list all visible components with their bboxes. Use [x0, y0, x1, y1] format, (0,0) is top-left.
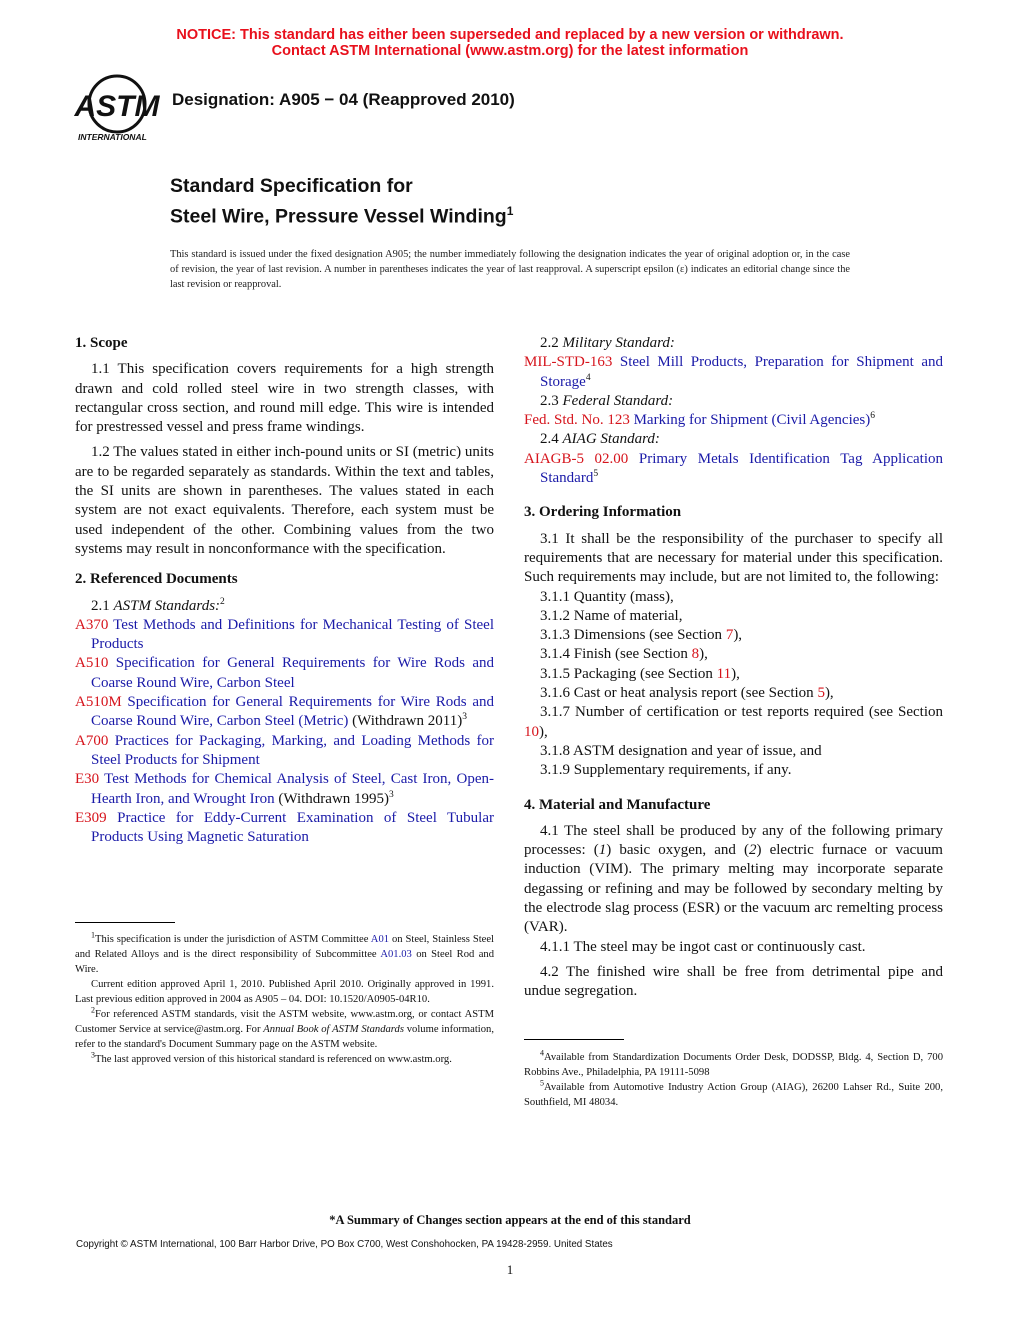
footnote-4-mark: 4 — [540, 1048, 544, 1058]
footnote-4-text: Available from Standardization Documents Order Desk, DODSSP, Bldg. 4, Section D, 700 Robbins Ave., Philadelphia, PA 19111-5098 — [524, 1052, 943, 1078]
reference-title-link[interactable]: Specification for General Requirements for Wire Rods and Coarse Round Wire, Carbon Steel — [91, 655, 495, 691]
ordering-item-text: Cast or heat analysis report (see Section — [573, 685, 818, 702]
reference-code-link[interactable]: A510 — [75, 655, 109, 672]
footnote-rule-right — [524, 1039, 624, 1040]
footnote-3-text: The last approved version of this historical standard is referenced on www.astm.org. — [95, 1054, 452, 1065]
material-heading: 4. Material and Manufacture — [524, 796, 711, 813]
ordering-item — [524, 626, 943, 645]
ordering-item — [524, 607, 943, 626]
reference-item — [75, 809, 494, 848]
reference-note: (Withdrawn 2011) — [352, 713, 463, 730]
logo-letters: ASTM — [74, 90, 160, 123]
section-link[interactable]: 8 — [691, 646, 700, 663]
material-para-3: 4.2 The finished wire shall be free from detrimental pipe and undue segregation. — [524, 963, 943, 1000]
title-text: Steel Wire, Pressure Vessel Winding — [170, 205, 507, 228]
committee-a01-link[interactable]: A01 — [370, 934, 390, 945]
ordering-item-after: ), — [733, 627, 743, 644]
ordering-item — [524, 665, 943, 684]
ordering-item-num: 3.1.3 — [540, 627, 570, 644]
section-link[interactable]: 10 — [524, 723, 539, 740]
ordering-item-text: Number of certification or test reports required (see Section — [574, 704, 944, 721]
standard-code-link[interactable]: Fed. Std. No. 123 — [524, 412, 630, 429]
astm-standards-num: 2.1 — [91, 597, 110, 614]
footnote-5-text: Available from Automotive Industry Action Group (AIAG), 26200 Lahser Rd., Suite 200, Southfield, MI 48034. — [524, 1082, 943, 1108]
notice-line-2: Contact ASTM International (www.astm.org) for the latest information — [271, 43, 749, 59]
other-standards — [524, 334, 943, 488]
standard-title-link[interactable]: Steel Mill Products, Preparation for Shipment and Storage — [540, 354, 944, 390]
left-column — [75, 334, 494, 847]
notice-line-1: NOTICE: This standard has either been superseded and replaced by a new version or withdrawn. — [176, 27, 844, 43]
ordering-item-text: Supplementary requirements, if any. — [573, 762, 792, 779]
reference-code-link[interactable]: A700 — [75, 732, 109, 749]
ordering-item-num: 3.1.1 — [540, 588, 570, 605]
page-number: 1 — [506, 1262, 514, 1277]
reference-code-link[interactable]: E309 — [75, 809, 107, 826]
ordering-item-after: ), — [539, 723, 548, 740]
standard-label-text: AIAG Standard: — [562, 431, 660, 448]
ordering-item-text: Quantity (mass), — [573, 588, 674, 605]
material-para-2: 4.1.1 The steel may be ingot cast or continuously cast. — [540, 938, 866, 955]
title-line-1: Standard Specification for — [170, 175, 413, 197]
scope-para-2: 1.2 The values stated in either inch-pound units or SI (metric) units are to be regarded separately as standards. Within the text and tables, the SI units are shown in parentheses. The values stated in each system are not exact equivalents. Therefore, each system must be used independent of the other. Combining values from the two systems may result in nonconformance with the specification. — [75, 444, 494, 557]
ordering-item-num: 3.1.4 — [540, 646, 570, 663]
footnote-2-mark: 2 — [91, 1005, 95, 1015]
standard-code-link[interactable]: AIAGB-5 02.00 — [524, 450, 629, 467]
standard-footnote-mark: 6 — [870, 411, 875, 422]
logo-subtitle: INTERNATIONAL — [78, 132, 147, 142]
right-column — [524, 334, 943, 1002]
astm-standards-text: ASTM Standards: — [113, 597, 221, 614]
ordering-item — [524, 684, 943, 703]
reference-code-link[interactable]: A510M — [75, 694, 122, 711]
reference-title-link[interactable]: Practice for Eddy-Current Examination of Steel Tubular Products Using Magnetic Saturation — [91, 809, 495, 846]
designation: Designation: A905 − 04 (Reapproved 2010) — [172, 90, 515, 109]
standard-item — [524, 353, 943, 392]
reference-footnote-mark: 3 — [462, 712, 467, 723]
standard-num: 2.3 — [540, 392, 559, 409]
ordering-item — [524, 761, 943, 780]
title-line-2 — [170, 199, 513, 229]
ordering-heading: 3. Ordering Information — [524, 504, 682, 521]
reference-footnote-mark: 3 — [389, 789, 394, 800]
referenced-heading: 2. Referenced Documents — [75, 571, 238, 588]
scope-para-1: 1.1 This specification covers requirements for a high strength drawn and cold rolled steel wire in two strength classes, with rectangular cross section, and round mill edge. This wire is intended for prestressed vessel and press frame windings. — [75, 361, 494, 436]
ordering-item-num: 3.1.5 — [540, 665, 570, 682]
reference-note: (Withdrawn 1995) — [278, 790, 390, 807]
material-p1-a: 4.1 The steel shall be produced by any of the following primary processes: ( — [524, 822, 943, 859]
reference-title-link[interactable]: Practices for Packaging, Marking, and Loading Methods for Steel Products for Shipment — [91, 732, 494, 768]
standard-code-link[interactable]: MIL-STD-163 — [524, 354, 613, 371]
footnote-5 — [524, 1080, 943, 1110]
footnote-1 — [75, 932, 494, 977]
footnote-1-edition: Current edition approved April 1, 2010. Published April 2010. Originally approved in 1991. Last previous edition approved in 2004 as A905 – 04. DOI: 10.1520/A0905-04R10. — [75, 979, 494, 1005]
standard-item — [524, 411, 943, 430]
standard-label — [524, 392, 943, 411]
subcommittee-a0103-link[interactable]: A01.03 — [380, 949, 412, 960]
reference-title-link[interactable]: Test Methods for Chemical Analysis of Steel, Cast Iron, Open-Hearth Iron, and Wrought Iron — [91, 771, 494, 807]
ordering-item-text: ASTM designation and year of issue, and — [572, 742, 822, 759]
reference-code-link[interactable]: A370 — [75, 616, 109, 633]
ordering-item-after: ), — [824, 685, 834, 702]
footnote-2 — [75, 1007, 494, 1052]
standard-item — [524, 450, 943, 489]
material-p1-n2: 2 — [749, 842, 757, 859]
material-p1-c: ) electric furnace or vacuum induction (VIM). The primary melting may incorporate separate degassing or refining and may be followed by secondary melting by the electrode slag process (ESR) or the vacuum arc remelting process (VAR). — [524, 842, 943, 936]
section-link[interactable]: 7 — [725, 627, 734, 644]
standard-num: 2.2 — [540, 335, 559, 351]
standard-title-link[interactable]: Marking for Shipment (Civil Agencies) — [633, 412, 871, 429]
standard-title-link[interactable]: Primary Metals Identification Tag Application Standard — [540, 450, 944, 487]
reference-item — [75, 654, 494, 693]
ordering-item-num: 3.1.9 — [540, 762, 570, 779]
reference-title-link[interactable]: Specification for General Requirements for Wire Rods and Coarse Round Wire, Carbon Steel (Metric) — [91, 694, 494, 730]
ordering-item — [524, 588, 943, 607]
astm-standards-label — [75, 597, 494, 616]
reference-item — [75, 616, 494, 655]
standard-num: 2.4 — [540, 431, 559, 448]
footnote-1-text-c: on Steel Rod and Wire. — [75, 949, 494, 975]
ordering-item-num: 3.1.7 — [540, 704, 570, 721]
ordering-item-num: 3.1.2 — [540, 607, 570, 624]
material-p1-n1: 1 — [598, 842, 607, 859]
reference-list — [75, 616, 494, 848]
scope-heading: 1. Scope — [75, 335, 128, 351]
footnote-4 — [524, 1050, 943, 1080]
summary-note: *A Summary of Changes section appears at the end of this standard — [329, 1213, 691, 1227]
ordering-item — [524, 645, 943, 664]
material-p1-b: ) basic oxygen, and ( — [606, 842, 750, 859]
ordering-item-text: Finish (see Section — [573, 646, 692, 663]
copyright: Copyright © ASTM International, 100 Barr Harbor Drive, PO Box C700, West Conshohocken, PA 19428-2959. United States — [76, 1239, 613, 1250]
footnote-1-text-b: on Steel, Stainless Steel and Related Alloys and is the direct responsibility of Subcommittee — [75, 934, 495, 960]
ordering-item-text: Name of material, — [573, 607, 683, 624]
footnote-2-text-a: For referenced ASTM standards, visit the ASTM website, www.astm.org, or contact ASTM Customer Service at service@astm.org. For — [75, 1009, 494, 1035]
standard-label-text: Military Standard: — [562, 335, 675, 351]
footnote-5-mark: 5 — [540, 1078, 544, 1088]
standard-label — [524, 334, 943, 353]
footnote-rule-left — [75, 922, 175, 923]
standard-label — [524, 430, 943, 449]
footnote-2-text-b: volume information, refer to the standard's Document Summary page on the ASTM website. — [75, 1024, 494, 1050]
preamble: This standard is issued under the fixed designation A905; the number immediately following the designation indicates the year of original adoption or, in the case of revision, the year of last revision. A number in parentheses indicates the year of last reapproval. A superscript epsilon (ε) indicates an editorial change since the last revision or reapproval. — [170, 249, 850, 290]
ordering-item — [524, 742, 943, 761]
ordering-item-after: ), — [731, 665, 740, 682]
reference-code-link[interactable]: E30 — [75, 771, 100, 788]
ordering-item-num: 3.1.8 — [540, 742, 570, 759]
ordering-item-num: 3.1.6 — [540, 685, 570, 702]
footnote-1-mark: 1 — [91, 930, 95, 940]
section-link[interactable]: 5 — [817, 685, 825, 702]
reference-item — [75, 732, 494, 771]
title-footnote-mark: 1 — [506, 204, 514, 218]
standard-label-text: Federal Standard: — [562, 392, 674, 409]
ordering-item-after: ), — [699, 646, 708, 663]
footnotes-left — [75, 932, 494, 1067]
reference-item — [75, 693, 494, 732]
ordering-items — [524, 588, 943, 781]
ordering-item — [524, 703, 943, 742]
ordering-item-text: Packaging (see Section — [573, 665, 717, 682]
ordering-item-text: Dimensions (see Section — [573, 627, 726, 644]
ordering-intro: 3.1 It shall be the responsibility of the purchaser to specify all requirements that are necessary for material under this specification. Such requirements may include, but are not limited to, the following: — [524, 530, 943, 586]
standard-footnote-mark: 4 — [585, 372, 591, 383]
footnotes-right — [524, 1050, 943, 1110]
reference-title-link[interactable]: Test Methods and Definitions for Mechanical Testing of Steel Products — [91, 616, 494, 653]
material-para-1 — [524, 822, 943, 938]
standard-footnote-mark: 5 — [593, 469, 599, 480]
astm-logo — [72, 70, 164, 146]
footnote-2-italic: Annual Book of ASTM Standards — [263, 1024, 404, 1035]
section-link[interactable]: 11 — [716, 665, 732, 682]
footnote-3-mark: 3 — [91, 1050, 95, 1060]
reference-item — [75, 770, 494, 809]
astm-standards-sup: 2 — [220, 596, 225, 607]
footnote-3 — [75, 1052, 494, 1067]
footnote-1-text-a: This specification is under the jurisdiction of ASTM Committee — [95, 934, 371, 945]
